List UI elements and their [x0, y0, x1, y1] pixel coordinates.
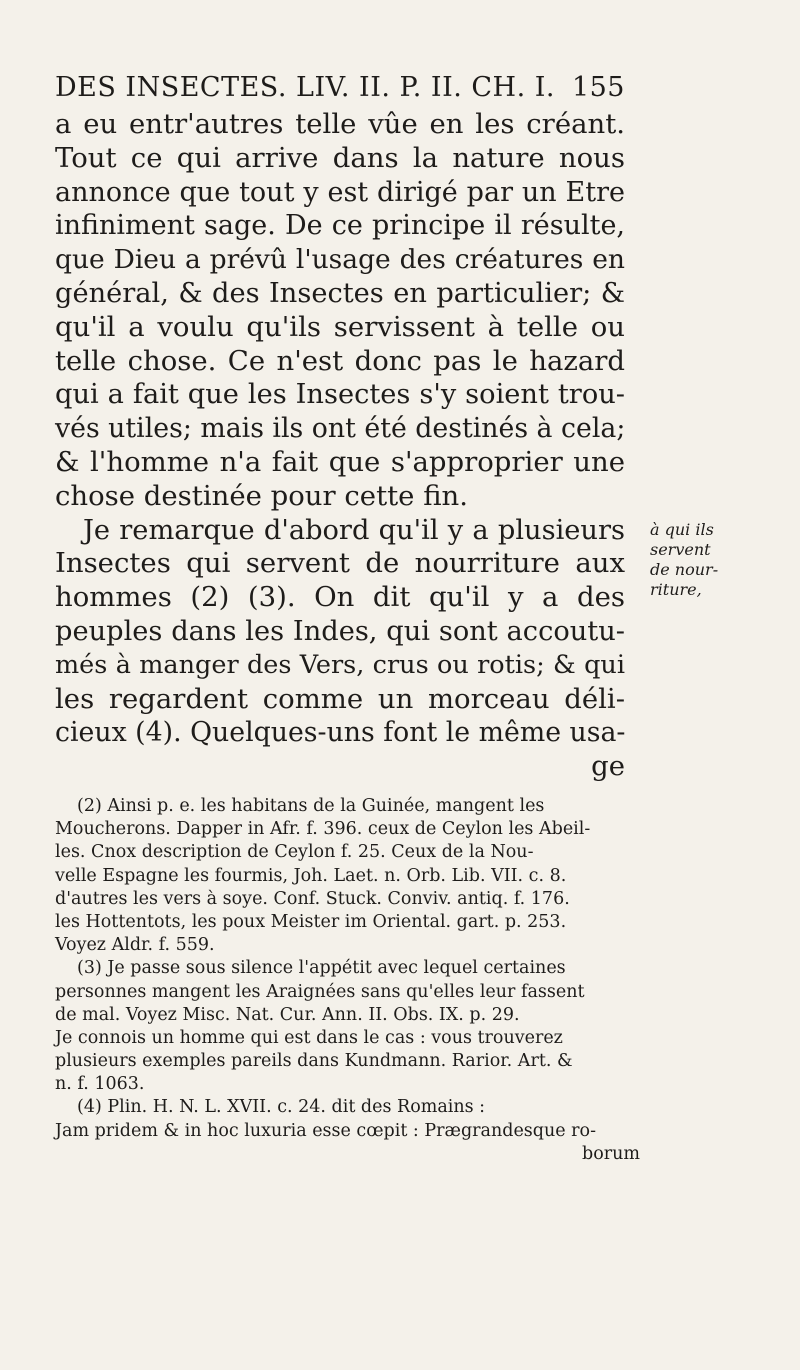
- text-line: général, & des Insectes en particulier; &: [55, 277, 625, 309]
- footnote-line: d'autres les vers à soye. Conf. Stuck. Conviv. antiq. f. 176.: [55, 888, 570, 909]
- main-text: [55, 108, 625, 784]
- page-number: 155: [571, 72, 625, 103]
- footnote-line: (3) Je passe sous silence l'appétit avec lequel certaines: [77, 958, 566, 979]
- text-line: qu'il a voulu qu'ils servissent à telle ou: [55, 310, 625, 343]
- footnote-line: plusieurs exemples pareils dans Kundmann. Rarior. Art. &: [55, 1051, 573, 1072]
- text-line: més à manger des Vers, crus ou rotis; & qui: [55, 649, 625, 680]
- footnote-line: les. Cnox description de Ceylon f. 25. Ceux de la Nou-: [55, 842, 534, 863]
- footnote-line: n. f. 1063.: [55, 1074, 145, 1095]
- footnote-line: les Hottentots, les poux Meister im Oriental. gart. p. 253.: [55, 911, 567, 932]
- footnote-line: (4) Plin. H. N. L. XVII. c. 24. dit des Romains :: [77, 1097, 486, 1118]
- text-line: Insectes qui servent de nourriture aux: [55, 547, 625, 580]
- text-line: que Dieu a prévû l'usage des créatures en: [55, 244, 625, 276]
- text-line: a eu entr'autres telle vûe en les créant.: [55, 108, 625, 140]
- footnote-line: Jam pridem & in hoc luxuria esse cœpit : Prægrandesque ro-: [55, 1120, 596, 1141]
- text-line: peuples dans les Indes, qui sont accoutu-: [55, 615, 625, 647]
- footnote-line: Voyez Aldr. f. 559.: [55, 935, 215, 956]
- running-title: DES INSECTES. LIV. II. P. II. CH. I.: [55, 72, 556, 103]
- margin-note-line: de nour-: [650, 560, 719, 579]
- catchword: ge: [591, 750, 625, 783]
- footnote-catchword: borum: [582, 1143, 640, 1164]
- footnote-line: Moucherons. Dapper in Afr. f. 396. ceux de Ceylon les Abeil-: [55, 819, 591, 840]
- text-line: hommes (2) (3). On dit qu'il y a des: [55, 581, 625, 614]
- margin-note-line: riture,: [650, 580, 702, 599]
- margin-note: [650, 520, 750, 600]
- text-line: telle chose. Ce n'est donc pas le hazard: [55, 344, 625, 377]
- text-line: vés utiles; mais ils ont été destinés à cela;: [55, 413, 626, 445]
- text-line: annonce que tout y est dirigé par un Etre: [55, 176, 625, 208]
- footnote-line: de mal. Voyez Misc. Nat. Cur. Ann. II. Obs. IX. p. 29.: [55, 1004, 520, 1025]
- footnote-line: velle Espagne les fourmis, Joh. Laet. n. Orb. Lib. VII. c. 8.: [55, 865, 567, 886]
- text-line: & l'homme n'a fait que s'approprier une: [55, 445, 625, 478]
- text-line: qui a fait que les Insectes s'y soient trou-: [55, 379, 625, 411]
- text-line: Tout ce qui arrive dans la nature nous: [55, 141, 625, 174]
- footnote-line: Je connois un homme qui est dans le cas : vous trouverez: [55, 1027, 563, 1048]
- margin-note-line: à qui ils: [650, 520, 714, 539]
- footnote-line: personnes mangent les Araignées sans qu'elles leur fassent: [55, 981, 585, 1002]
- footnote-line: (2) Ainsi p. e. les habitans de la Guinée, mangent les: [77, 796, 545, 816]
- text-line: les regardent comme un morceau déli-: [55, 682, 625, 715]
- text-line: Je remarque d'abord qu'il y a plusieurs: [83, 514, 625, 546]
- text-line: infiniment sage. De ce principe il résulte,: [55, 210, 625, 242]
- text-line: chose destinée pour cette fin.: [55, 479, 468, 512]
- margin-note-line: servent: [650, 540, 711, 559]
- footnotes: [55, 795, 640, 1166]
- running-header: [55, 72, 625, 108]
- text-line: cieux (4). Quelques-uns font le même usa-: [55, 717, 626, 749]
